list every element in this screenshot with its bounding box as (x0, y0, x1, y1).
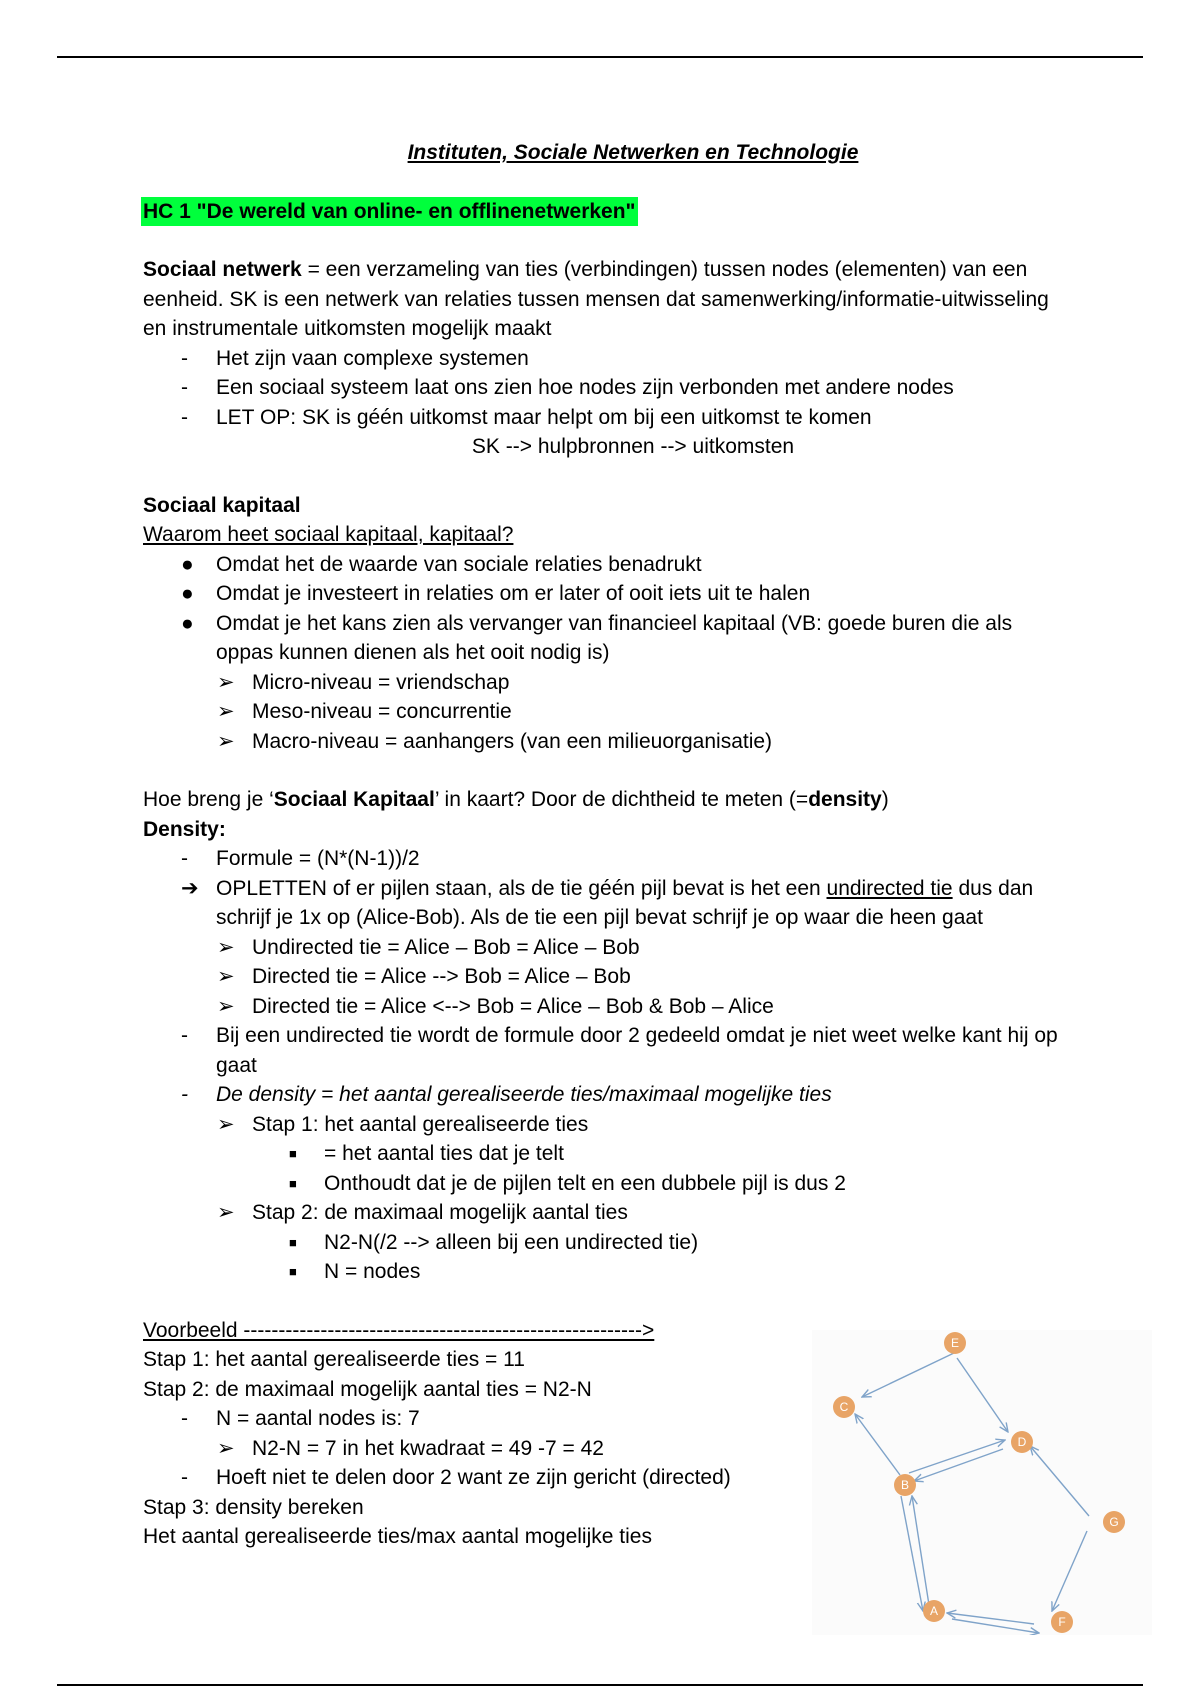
page-title: Instituten, Sociale Netwerken en Technologie (407, 141, 859, 164)
graph-node (923, 1600, 945, 1622)
example-header: Voorbeeld ---------------------------------------------------------> (143, 1318, 655, 1342)
list-item: ■ Onthoudt dat je de pijlen telt en een dubbele pijl is dus 2 (289, 1171, 846, 1195)
list-item: ■ N = nodes (289, 1260, 421, 1283)
list-item: ➢ Undirected tie = Alice – Bob = Alice – Bob (217, 935, 640, 959)
graph-node (944, 1332, 966, 1354)
example-step: Stap 3: density bereken (143, 1495, 364, 1519)
sn-definition: Sociaal netwerk = een verzameling van ties (verbindingen) tussen nodes (elementen) van een eenheid. SK is een netwerk van relaties tussen mensen dat samenwerking/informatie-uitwisseling en instrumentale uitkomsten mogelijk maakt (143, 258, 1049, 340)
section-heading: Sociaal kapitaal (143, 493, 301, 517)
list-item: ● Omdat je het kans zien als vervanger van financieel kapitaal (VB: goede buren die als oppas kunnen dienen als het ooit nodig is) (181, 611, 1013, 664)
density-intro: Hoe breng je ‘Sociaal Kapitaal’ in kaart? Door de dichtheid te meten (=density) (143, 788, 889, 811)
list-item: - De density = het aantal gerealiseerde ties/maximaal mogelijke ties (181, 1083, 832, 1106)
list-item: ➢ Micro-niveau = vriendschap (217, 670, 510, 694)
graph-node (894, 1474, 916, 1496)
header-rule (57, 56, 1143, 58)
flow-line: SK --> hulpbronnen --> uitkomsten (471, 435, 795, 458)
footer-rule (57, 1684, 1143, 1686)
svg-text:F: F (1058, 1615, 1066, 1629)
list-item: ➢ N2-N = 7 in het kwadraat = 49 -7 = 42 (217, 1436, 604, 1460)
list-item: ➔ OPLETTEN of er pijlen staan, als de tie géén pijl bevat is het een undirected tie dus dan schrijf je 1x op (Alice-Bob). Als de tie een pijl bevat schrijf je op waar die heen gaat (181, 876, 1034, 929)
graph-node (1103, 1511, 1125, 1533)
list-item: - N = aantal nodes is: 7 (181, 1407, 420, 1430)
list-item: - Bij een undirected tie wordt de formule door 2 gedeeld omdat je niet weet welke kant hij op gaat (181, 1024, 1058, 1077)
list-item: ■ N2-N(/2 --> alleen bij een undirected tie) (289, 1230, 699, 1254)
list-item: - Hoeft niet te delen door 2 want ze zijn gericht (directed) (181, 1466, 731, 1489)
graph-node (833, 1396, 855, 1418)
section-question: Waarom heet sociaal kapitaal, kapitaal? (143, 523, 514, 546)
graph-node (1051, 1611, 1073, 1633)
highlighted-heading: HC 1 "De wereld van online- en offlinenetwerken" (141, 197, 638, 227)
list-item: - Formule = (N*(N-1))/2 (181, 847, 420, 870)
list-item: ● Omdat je investeert in relaties om er later of ooit iets uit te halen (181, 582, 811, 605)
svg-text:D: D (1017, 1435, 1027, 1449)
list-item: ■ = het aantal ties dat je telt (289, 1142, 564, 1165)
list-item: - Het zijn vaan complexe systemen (181, 346, 529, 370)
list-item: ➢ Stap 1: het aantal gerealiseerde ties (217, 1112, 589, 1136)
section-heading: Density: (143, 817, 226, 841)
svg-text:A: A (929, 1604, 939, 1618)
example-step: Stap 1: het aantal gerealiseerde ties = 11 (143, 1348, 525, 1371)
svg-text:G: G (1109, 1515, 1119, 1529)
list-item: - LET OP: SK is géén uitkomst maar helpt om bij een uitkomst te komen (181, 405, 872, 429)
svg-text:B: B (900, 1478, 910, 1492)
list-item: ● Omdat het de waarde van sociale relaties benadrukt (181, 552, 702, 576)
list-item: ➢ Macro-niveau = aanhangers (van een milieuorganisatie) (217, 729, 773, 753)
example-formula: Het aantal gerealiseerde ties/max aantal mogelijke ties (143, 1525, 652, 1548)
list-item: ➢ Directed tie = Alice --> Bob = Alice – Bob (217, 965, 631, 988)
graph-node (1011, 1431, 1033, 1453)
list-item: ➢ Meso-niveau = concurrentie (217, 700, 512, 723)
network-graph (812, 1330, 1152, 1635)
example-step: Stap 2: de maximaal mogelijk aantal ties = N2-N (143, 1377, 592, 1401)
svg-text:E: E (950, 1336, 960, 1350)
svg-text:C: C (839, 1400, 849, 1414)
list-item: - Een sociaal systeem laat ons zien hoe nodes zijn verbonden met andere nodes (181, 376, 954, 399)
list-item: ➢ Stap 2: de maximaal mogelijk aantal ties (217, 1201, 628, 1224)
list-item: ➢ Directed tie = Alice <--> Bob = Alice – Bob & Bob – Alice (217, 994, 774, 1018)
